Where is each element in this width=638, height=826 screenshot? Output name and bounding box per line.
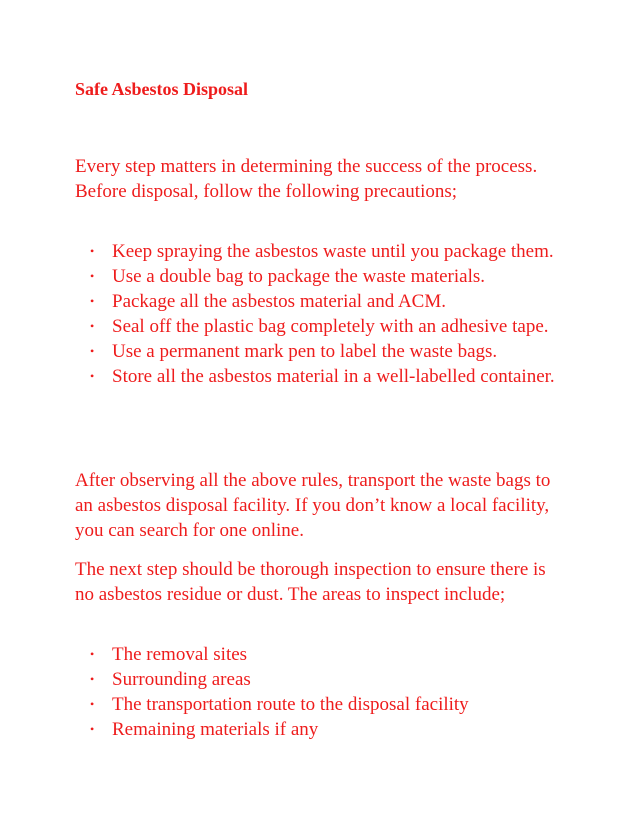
bullet-icon: •	[90, 269, 95, 283]
inspection-areas-list	[90, 642, 560, 742]
list-item-text: Remaining materials if any	[112, 719, 319, 740]
list-item-text: Package all the asbestos material and ACM.	[112, 291, 446, 312]
page-title: Safe Asbestos Disposal	[75, 79, 249, 99]
list-item	[90, 339, 560, 364]
list-item	[90, 667, 560, 692]
bullet-icon: •	[90, 294, 95, 308]
list-item	[90, 364, 560, 389]
list-item	[90, 314, 560, 339]
bullet-icon: •	[90, 244, 95, 258]
list-item	[90, 692, 560, 717]
list-item-text: Surrounding areas	[112, 669, 251, 690]
list-item-text: The removal sites	[112, 644, 248, 665]
list-item-text: Seal off the plastic bag completely with an adhesive tape.	[112, 316, 549, 337]
bullet-icon: •	[90, 344, 95, 358]
list-item-text: The transportation route to the disposal facility	[112, 694, 469, 715]
list-item	[90, 264, 560, 289]
list-item	[90, 289, 560, 314]
list-item-text: Keep spraying the asbestos waste until you package them.	[112, 241, 554, 262]
transport-paragraph: After observing all the above rules, transport the waste bags to an asbestos disposal facility. If you don’t know a local facility, you can search for one online.	[75, 470, 551, 541]
list-item-text: Use a double bag to package the waste materials.	[112, 266, 485, 287]
intro-paragraph: Every step matters in determining the success of the process. Before disposal, follow the following precautions;	[75, 156, 538, 202]
precautions-list	[90, 239, 560, 389]
list-item-text: Use a permanent mark pen to label the waste bags.	[112, 341, 498, 362]
inspection-paragraph: The next step should be thorough inspection to ensure there is no asbestos residue or dust. The areas to inspect include;	[75, 559, 546, 605]
bullet-icon: •	[90, 369, 95, 383]
list-item	[90, 717, 560, 742]
bullet-icon: •	[90, 647, 95, 661]
bullet-icon: •	[90, 722, 95, 736]
list-item	[90, 642, 560, 667]
list-item-text: Store all the asbestos material in a well-labelled container.	[112, 366, 555, 387]
bullet-icon: •	[90, 697, 95, 711]
bullet-icon: •	[90, 319, 95, 333]
list-item	[90, 239, 560, 264]
bullet-icon: •	[90, 672, 95, 686]
